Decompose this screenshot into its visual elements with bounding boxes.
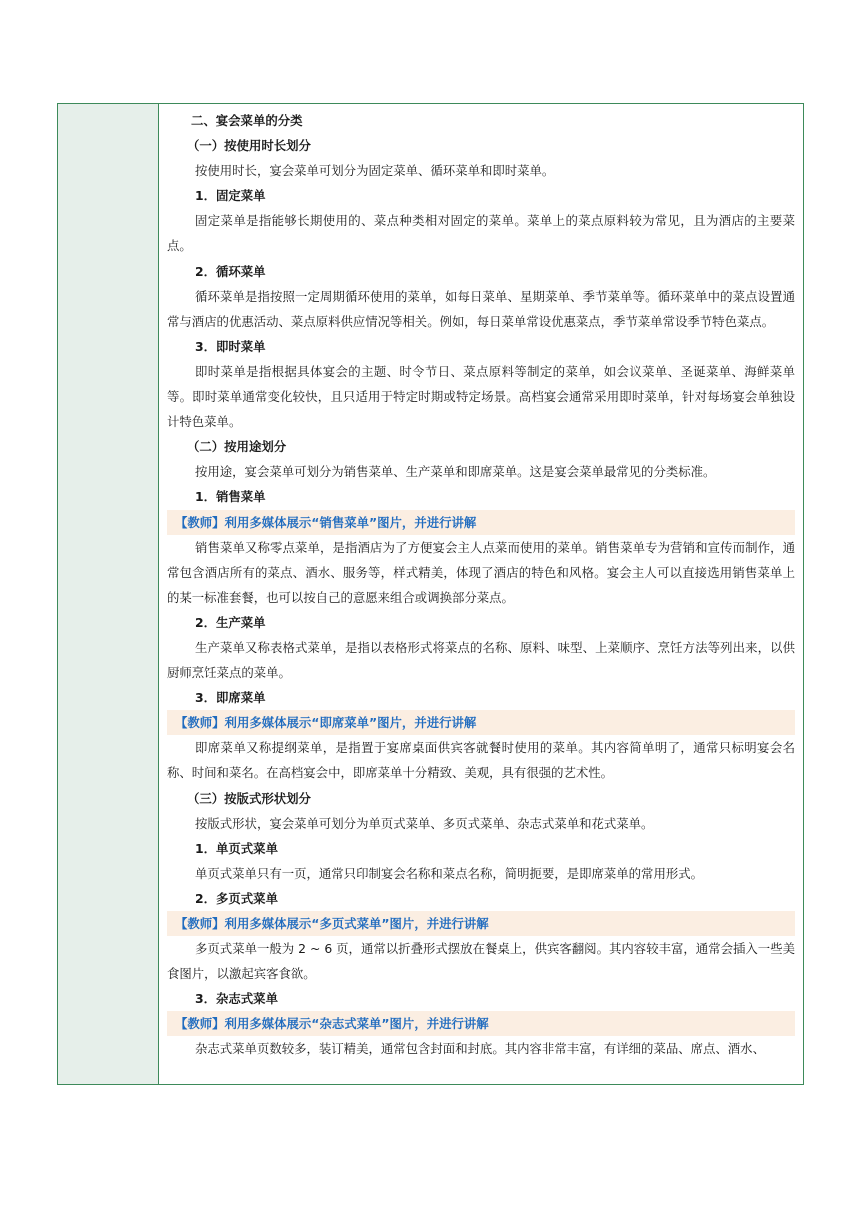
item-title: 1．单页式菜单 — [195, 840, 278, 856]
teacher-note: 【教师】利用多媒体展示“多页式菜单”图片，并进行讲解 — [167, 911, 795, 936]
item-title: 3．杂志式菜单 — [195, 991, 278, 1007]
paragraph: 生产菜单又称表格式菜单，是指以表格形式将菜点的名称、原料、味型、上菜顺序、烹饪方法等列出来，以供厨师烹饪菜点的菜单。 — [167, 639, 795, 681]
subsection-title: （二）按用途划分 — [187, 439, 287, 455]
paragraph: 按使用时长，宴会菜单可划分为固定菜单、循环菜单和即时菜单。 — [195, 163, 555, 179]
item-title: 2．生产菜单 — [195, 614, 266, 630]
item-title: 1．销售菜单 — [195, 489, 266, 505]
paragraph: 即时菜单是指根据具体宴会的主题、时令节日、菜点原料等制定的菜单，如会议菜单、圣诞菜单、海鲜菜单等。即时菜单通常变化较快，且只适用于特定时期或特定场景。高档宴会通常采用即时菜单，针对每场宴会单独设计特色菜单。 — [167, 363, 795, 430]
paragraph: 循环菜单是指按照一定周期循环使用的菜单，如每日菜单、星期菜单、季节菜单等。循环菜单中的菜点设置通常与酒店的优惠活动、菜点原料供应情况等相关。例如，每日菜单常设优惠菜点，季节菜单常设季节特色菜点。 — [167, 288, 795, 329]
item-title: 2．多页式菜单 — [195, 890, 278, 906]
teacher-note: 【教师】利用多媒体展示“即席菜单”图片，并进行讲解 — [167, 710, 795, 735]
paragraph: 即席菜单又称提纲菜单，是指置于宴席桌面供宾客就餐时使用的菜单。其内容简单明了，通常只标明宴会名称、时间和菜名。在高档宴会中，即席菜单十分精致、美观，具有很强的艺术性。 — [167, 740, 795, 781]
item-title: 3．即时菜单 — [195, 338, 266, 354]
teacher-note: 【教师】利用多媒体展示“销售菜单”图片，并进行讲解 — [167, 510, 795, 535]
item-title: 3．即席菜单 — [195, 690, 266, 706]
item-title: 2．循环菜单 — [195, 263, 266, 279]
paragraph: 固定菜单是指能够长期使用的、菜点种类相对固定的菜单。菜单上的菜点原料较为常见，且为酒店的主要菜点。 — [167, 213, 795, 254]
item-title: 1．固定菜单 — [195, 188, 266, 204]
paragraph: 销售菜单又称零点菜单，是指酒店为了方便宴会主人点菜而使用的菜单。销售菜单专为营销和宣传而制作，通常包含酒店所有的菜点、酒水、服务等，样式精美，体现了酒店的特色和风格。宴会主人可以直接选用销售菜单上的某一标准套餐，也可以按自己的意愿来组合或调换部分菜点。 — [167, 539, 795, 605]
paragraph: 单页式菜单只有一页，通常只印制宴会名称和菜点名称，简明扼要，是即席菜单的常用形式。 — [195, 865, 704, 881]
subsection-title: （三）按版式形状划分 — [187, 790, 311, 806]
paragraph: 按版式形状，宴会菜单可划分为单页式菜单、多页式菜单、杂志式菜单和花式菜单。 — [195, 815, 654, 831]
paragraph: 杂志式菜单页数较多，装订精美，通常包含封面和封底。其内容非常丰富，有详细的菜品、席点、酒水、 — [195, 1041, 765, 1057]
paragraph: 多页式菜单一般为 2 ~ 6 页，通常以折叠形式摆放在餐桌上，供宾客翻阅。其内容较丰富，通常会插入一些美食图片，以激起宾客食欲。 — [167, 941, 795, 982]
lesson-table — [57, 103, 804, 1085]
table-content-cell — [159, 104, 803, 1084]
teacher-note: 【教师】利用多媒体展示“杂志式菜单”图片，并进行讲解 — [167, 1011, 795, 1036]
subsection-title: （一）按使用时长划分 — [187, 138, 311, 154]
table-left-column — [58, 104, 159, 1084]
section-title: 二、宴会菜单的分类 — [191, 113, 303, 128]
paragraph: 按用途，宴会菜单可划分为销售菜单、生产菜单和即席菜单。这是宴会菜单最常见的分类标准。 — [195, 464, 716, 480]
